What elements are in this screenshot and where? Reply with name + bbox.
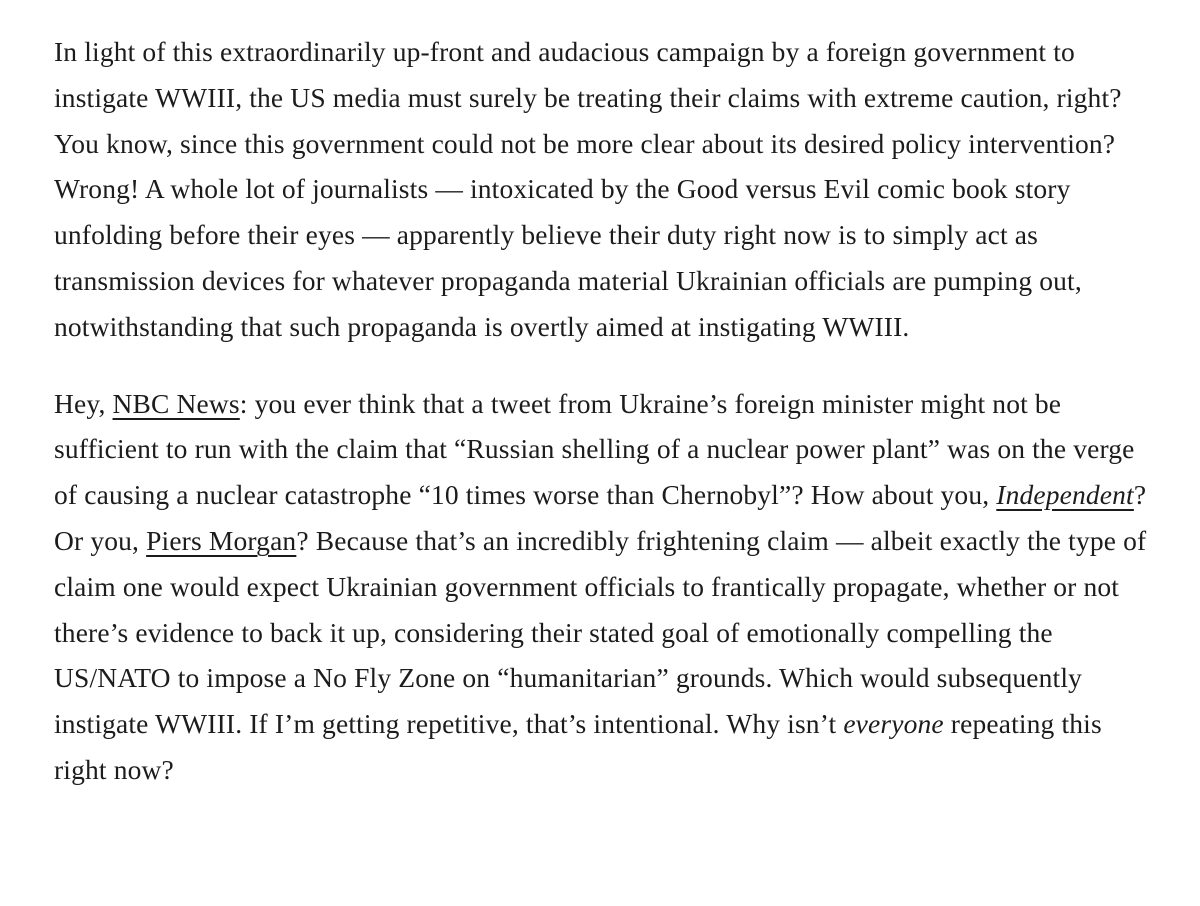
paragraph-2-text: Hey, (54, 387, 113, 419)
independent-link[interactable]: Independent (996, 479, 1134, 511)
piers-morgan-link[interactable]: Piers Morgan (146, 524, 297, 556)
paragraph-1: In light of this extraordinarily up-front and audacious campaign by a foreign government to instigate WWIII, the US media must surely be treating their claims with extreme caution, right? You know, since this government could not be more clear about its desired policy intervention? Wrong! A whole lot of journalists — intoxicated by the Good versus Evil comic book story unfolding before their eyes — apparently believe their duty right now is to simply act as transmission devices for whatever propaganda material Ukrainian officials are pumping out, notwithstanding that such propaganda is overtly aimed at instigating WWIII. (54, 36, 1122, 342)
paragraph-2 (54, 381, 1160, 793)
paragraph-2-text: ? Or you, (54, 479, 1147, 556)
emphasis-everyone: everyone (843, 708, 944, 740)
paragraph-2-text: : you ever think that a tweet from Ukraine’s foreign minister might not be sufficient to run with the claim that “Russian shelling of a nuclear power plant” was on the verge of causing a nuclear catastrophe “10 times worse than Chernobyl”? How about you, (54, 387, 1135, 511)
paragraph-2-text: repeating this right now? (54, 708, 1102, 785)
nbc-news-link[interactable]: NBC News (112, 387, 240, 419)
paragraph-2-text: ? Because that’s an incredibly frightening claim — albeit exactly the type of claim one would expect Ukrainian government officials to frantically propagate, whether or not there’s evidence to back it up, considering their stated goal of emotionally compelling the US/NATO to impose a No Fly Zone on “humanitarian” grounds. Which would subsequently instigate WWIII. If I’m getting repetitive, that’s intentional. Why isn’t (54, 524, 1147, 740)
